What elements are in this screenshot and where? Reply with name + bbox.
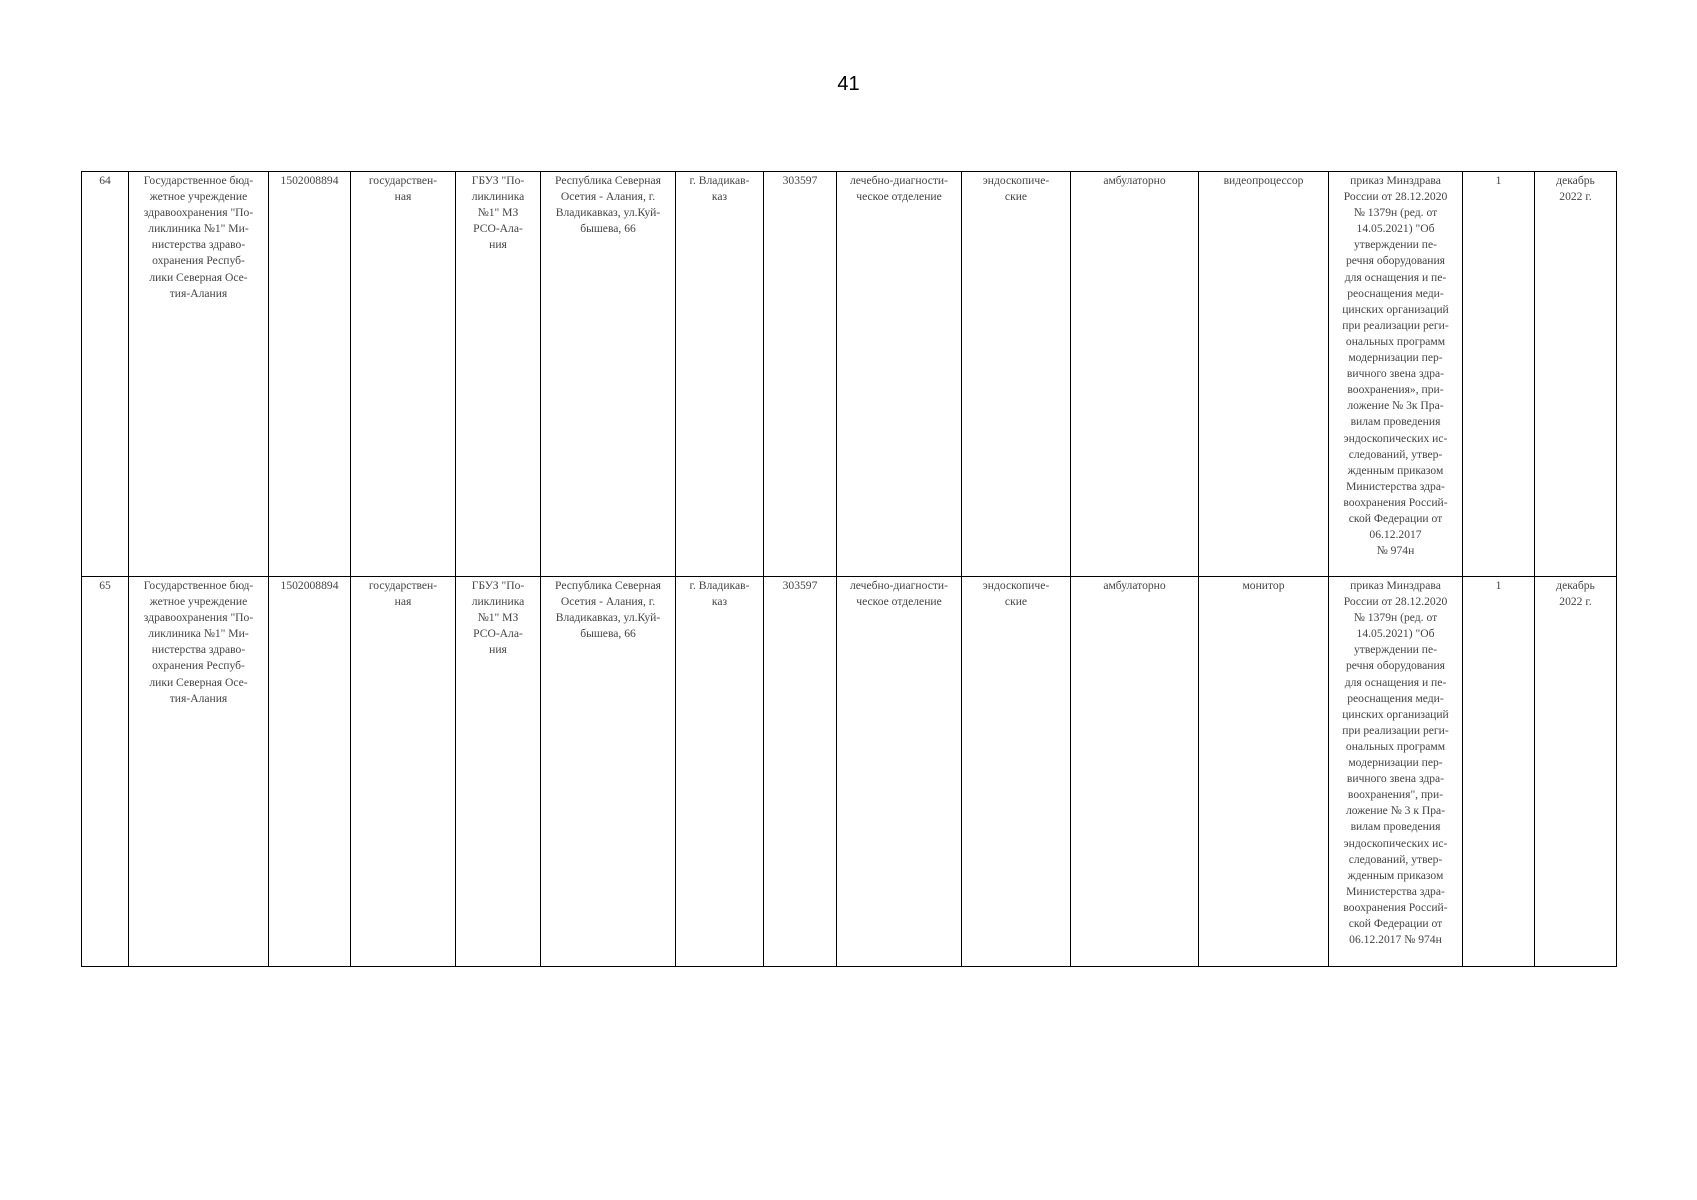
cell-ownership: государствен- ная xyxy=(351,577,456,967)
cell-conditions: амбулаторно xyxy=(1071,172,1199,577)
cell-short-name: ГБУЗ "По- ликлиника №1" МЗ РСО-Ала- ния xyxy=(456,577,541,967)
cell-conditions: амбулаторно xyxy=(1071,577,1199,967)
cell-profile: эндоскопиче- ские xyxy=(962,172,1071,577)
cell-row-number: 64 xyxy=(82,172,129,577)
cell-quantity: 1 xyxy=(1463,172,1535,577)
cell-row-number: 65 xyxy=(82,577,129,967)
cell-ownership: государствен- ная xyxy=(351,172,456,577)
cell-basis: приказ Минздрава России от 28.12.2020 № 1379н (ред. от 14.05.2021) "Об утверждении пе- речня оборудования для оснащения и пе- реоснащения меди- цинских организаций при реализации реги- ональных программ модернизации пер- вичного звена здра- воохранения», при- ложение № 3к Пра- вилам проведения эндоскопических ис- следований, утвер- жденным приказом Министерства здра- воохранения Россий- ской Федерации от 06.12.2017 № 974н xyxy=(1329,172,1463,577)
cell-city: г. Владикав- каз xyxy=(676,172,764,577)
cell-date: декабрь 2022 г. xyxy=(1535,172,1617,577)
equipment-table xyxy=(81,171,1617,967)
cell-department: лечебно-диагности- ческое отделение xyxy=(837,172,962,577)
table-row xyxy=(82,172,1617,577)
cell-short-name: ГБУЗ "По- ликлиника №1" МЗ РСО-Ала- ния xyxy=(456,172,541,577)
cell-address: Республика Северная Осетия - Алания, г. Владикавказ, ул.Куй- бышева, 66 xyxy=(541,172,676,577)
page-number: 41 xyxy=(837,73,860,95)
cell-date: декабрь 2022 г. xyxy=(1535,577,1617,967)
cell-profile: эндоскопиче- ские xyxy=(962,577,1071,967)
cell-code: 303597 xyxy=(764,172,837,577)
cell-inn: 1502008894 xyxy=(269,172,351,577)
cell-quantity: 1 xyxy=(1463,577,1535,967)
table-row xyxy=(82,577,1617,967)
cell-equipment: видеопроцессор xyxy=(1199,172,1329,577)
cell-code: 303597 xyxy=(764,577,837,967)
cell-equipment: монитор xyxy=(1199,577,1329,967)
cell-address: Республика Северная Осетия - Алания, г. Владикавказ, ул.Куй- бышева, 66 xyxy=(541,577,676,967)
cell-organization: Государственное бюд- жетное учреждение здравоохранения "По- ликлиника №1" Ми- нистерства здраво- охранения Респуб- лики Северная Осе- тия-Алания xyxy=(129,577,269,967)
cell-city: г. Владикав- каз xyxy=(676,577,764,967)
cell-department: лечебно-диагности- ческое отделение xyxy=(837,577,962,967)
cell-inn: 1502008894 xyxy=(269,577,351,967)
cell-organization: Государственное бюд- жетное учреждение здравоохранения "По- ликлиника №1" Ми- нистерства здраво- охранения Респуб- лики Северная Осе- тия-Алания xyxy=(129,172,269,577)
cell-basis: приказ Минздрава России от 28.12.2020 № 1379н (ред. от 14.05.2021) "Об утверждении пе- речня оборудования для оснащения и пе- реоснащения меди- цинских организаций при реализации реги- ональных программ модернизации пер- вичного звена здра- воохранения", при- ложение № 3 к Пра- вилам проведения эндоскопических ис- следований, утвер- жденным приказом Министерства здра- воохранения Россий- ской Федерации от 06.12.2017 № 974н xyxy=(1329,577,1463,967)
